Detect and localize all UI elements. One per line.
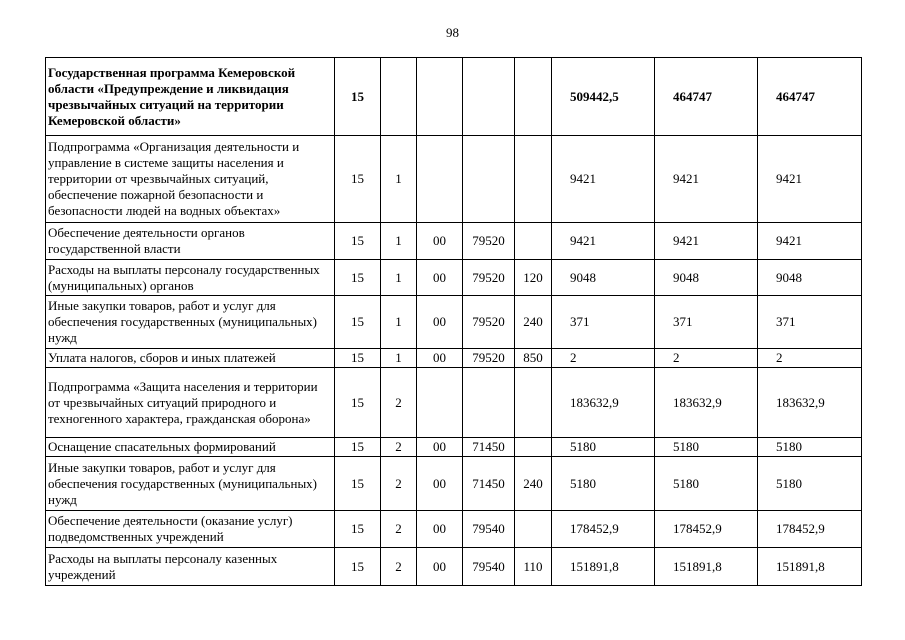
- code-ministry: 15: [335, 548, 381, 586]
- amount-year-2: 183632,9: [655, 368, 758, 438]
- code-direction: [463, 368, 515, 438]
- code-expense-type: 850: [515, 349, 552, 368]
- row-name: Расходы на выплаты персоналу государственных (муниципальных) органов: [46, 260, 335, 296]
- row-name: Иные закупки товаров, работ и услуг для обеспечения государственных (муниципальных) нужд: [46, 296, 335, 349]
- code-ministry: 15: [335, 260, 381, 296]
- code-expense-type: [515, 511, 552, 548]
- code-expense-type: [515, 438, 552, 457]
- row-name: Обеспечение деятельности (оказание услуг) подведомственных учреждений: [46, 511, 335, 548]
- table-row: [46, 58, 862, 136]
- code-expense-type: 240: [515, 296, 552, 349]
- code-event: 00: [417, 511, 463, 548]
- amount-year-1: 183632,9: [552, 368, 655, 438]
- amount-year-1: 9048: [552, 260, 655, 296]
- code-ministry: 15: [335, 136, 381, 223]
- amount-year-1: 178452,9: [552, 511, 655, 548]
- code-ministry: 15: [335, 349, 381, 368]
- amount-year-1: 2: [552, 349, 655, 368]
- code-expense-type: [515, 223, 552, 260]
- table-row: [46, 438, 862, 457]
- row-name: Обеспечение деятельности органов государственной власти: [46, 223, 335, 260]
- amount-year-3: 183632,9: [758, 368, 862, 438]
- code-subprogram: 1: [381, 260, 417, 296]
- code-subprogram: 1: [381, 296, 417, 349]
- code-subprogram: 2: [381, 438, 417, 457]
- code-event: 00: [417, 349, 463, 368]
- row-name: Иные закупки товаров, работ и услуг для обеспечения государственных (муниципальных) нужд: [46, 457, 335, 511]
- code-ministry: 15: [335, 58, 381, 136]
- amount-year-3: 371: [758, 296, 862, 349]
- amount-year-3: 178452,9: [758, 511, 862, 548]
- code-subprogram: 1: [381, 223, 417, 260]
- table-row: [46, 457, 862, 511]
- code-direction: 79520: [463, 296, 515, 349]
- row-name: Подпрограмма «Организация деятельности и управление в системе защиты населения и территории от чрезвычайных ситуаций, обеспечение пожарной безопасности и безопасности людей на водных объектах»: [46, 136, 335, 223]
- code-subprogram: 1: [381, 136, 417, 223]
- amount-year-3: 9048: [758, 260, 862, 296]
- code-event: [417, 368, 463, 438]
- code-subprogram: 2: [381, 368, 417, 438]
- amount-year-1: 509442,5: [552, 58, 655, 136]
- table-row: [46, 511, 862, 548]
- amount-year-3: 5180: [758, 438, 862, 457]
- code-event: 00: [417, 438, 463, 457]
- code-direction: 79540: [463, 511, 515, 548]
- code-ministry: 15: [335, 511, 381, 548]
- code-direction: 79540: [463, 548, 515, 586]
- code-ministry: 15: [335, 296, 381, 349]
- amount-year-2: 9421: [655, 136, 758, 223]
- code-expense-type: [515, 368, 552, 438]
- code-direction: 79520: [463, 260, 515, 296]
- amount-year-2: 5180: [655, 457, 758, 511]
- table-row: [46, 136, 862, 223]
- amount-year-2: 9048: [655, 260, 758, 296]
- code-subprogram: 2: [381, 457, 417, 511]
- table-row: [46, 296, 862, 349]
- code-event: [417, 58, 463, 136]
- amount-year-2: 9421: [655, 223, 758, 260]
- code-expense-type: [515, 58, 552, 136]
- amount-year-2: 371: [655, 296, 758, 349]
- amount-year-2: 2: [655, 349, 758, 368]
- code-ministry: 15: [335, 438, 381, 457]
- amount-year-1: 5180: [552, 438, 655, 457]
- code-subprogram: 1: [381, 349, 417, 368]
- code-direction: 71450: [463, 457, 515, 511]
- budget-table: [45, 57, 862, 586]
- amount-year-1: 151891,8: [552, 548, 655, 586]
- amount-year-1: 9421: [552, 223, 655, 260]
- code-subprogram: [381, 58, 417, 136]
- amount-year-1: 5180: [552, 457, 655, 511]
- code-event: 00: [417, 260, 463, 296]
- code-event: 00: [417, 548, 463, 586]
- row-name: Расходы на выплаты персоналу казенных учреждений: [46, 548, 335, 586]
- code-expense-type: 110: [515, 548, 552, 586]
- amount-year-3: 464747: [758, 58, 862, 136]
- code-direction: 79520: [463, 223, 515, 260]
- code-direction: 71450: [463, 438, 515, 457]
- code-subprogram: 2: [381, 548, 417, 586]
- table-row: [46, 349, 862, 368]
- table-row: [46, 368, 862, 438]
- code-event: 00: [417, 223, 463, 260]
- amount-year-3: 9421: [758, 223, 862, 260]
- code-expense-type: [515, 136, 552, 223]
- amount-year-2: 5180: [655, 438, 758, 457]
- amount-year-1: 371: [552, 296, 655, 349]
- code-ministry: 15: [335, 368, 381, 438]
- code-subprogram: 2: [381, 511, 417, 548]
- amount-year-3: 151891,8: [758, 548, 862, 586]
- code-expense-type: 120: [515, 260, 552, 296]
- row-name: Оснащение спасательных формирований: [46, 438, 335, 457]
- code-event: [417, 136, 463, 223]
- row-name: Государственная программа Кемеровской области «Предупреждение и ликвидация чрезвычайных ситуаций на территории Кемеровской области»: [46, 58, 335, 136]
- code-direction: 79520: [463, 349, 515, 368]
- amount-year-1: 9421: [552, 136, 655, 223]
- code-direction: [463, 58, 515, 136]
- row-name: Подпрограмма «Защита населения и территории от чрезвычайных ситуаций природного и техногенного характера, гражданская оборона»: [46, 368, 335, 438]
- code-expense-type: 240: [515, 457, 552, 511]
- amount-year-2: 178452,9: [655, 511, 758, 548]
- page-number: 98: [446, 25, 459, 40]
- table-row: [46, 260, 862, 296]
- amount-year-3: 5180: [758, 457, 862, 511]
- table-row: [46, 548, 862, 586]
- table-row: [46, 223, 862, 260]
- code-ministry: 15: [335, 457, 381, 511]
- code-ministry: 15: [335, 223, 381, 260]
- row-name: Уплата налогов, сборов и иных платежей: [46, 349, 335, 368]
- amount-year-3: 2: [758, 349, 862, 368]
- amount-year-2: 151891,8: [655, 548, 758, 586]
- amount-year-2: 464747: [655, 58, 758, 136]
- code-event: 00: [417, 457, 463, 511]
- code-direction: [463, 136, 515, 223]
- amount-year-3: 9421: [758, 136, 862, 223]
- code-event: 00: [417, 296, 463, 349]
